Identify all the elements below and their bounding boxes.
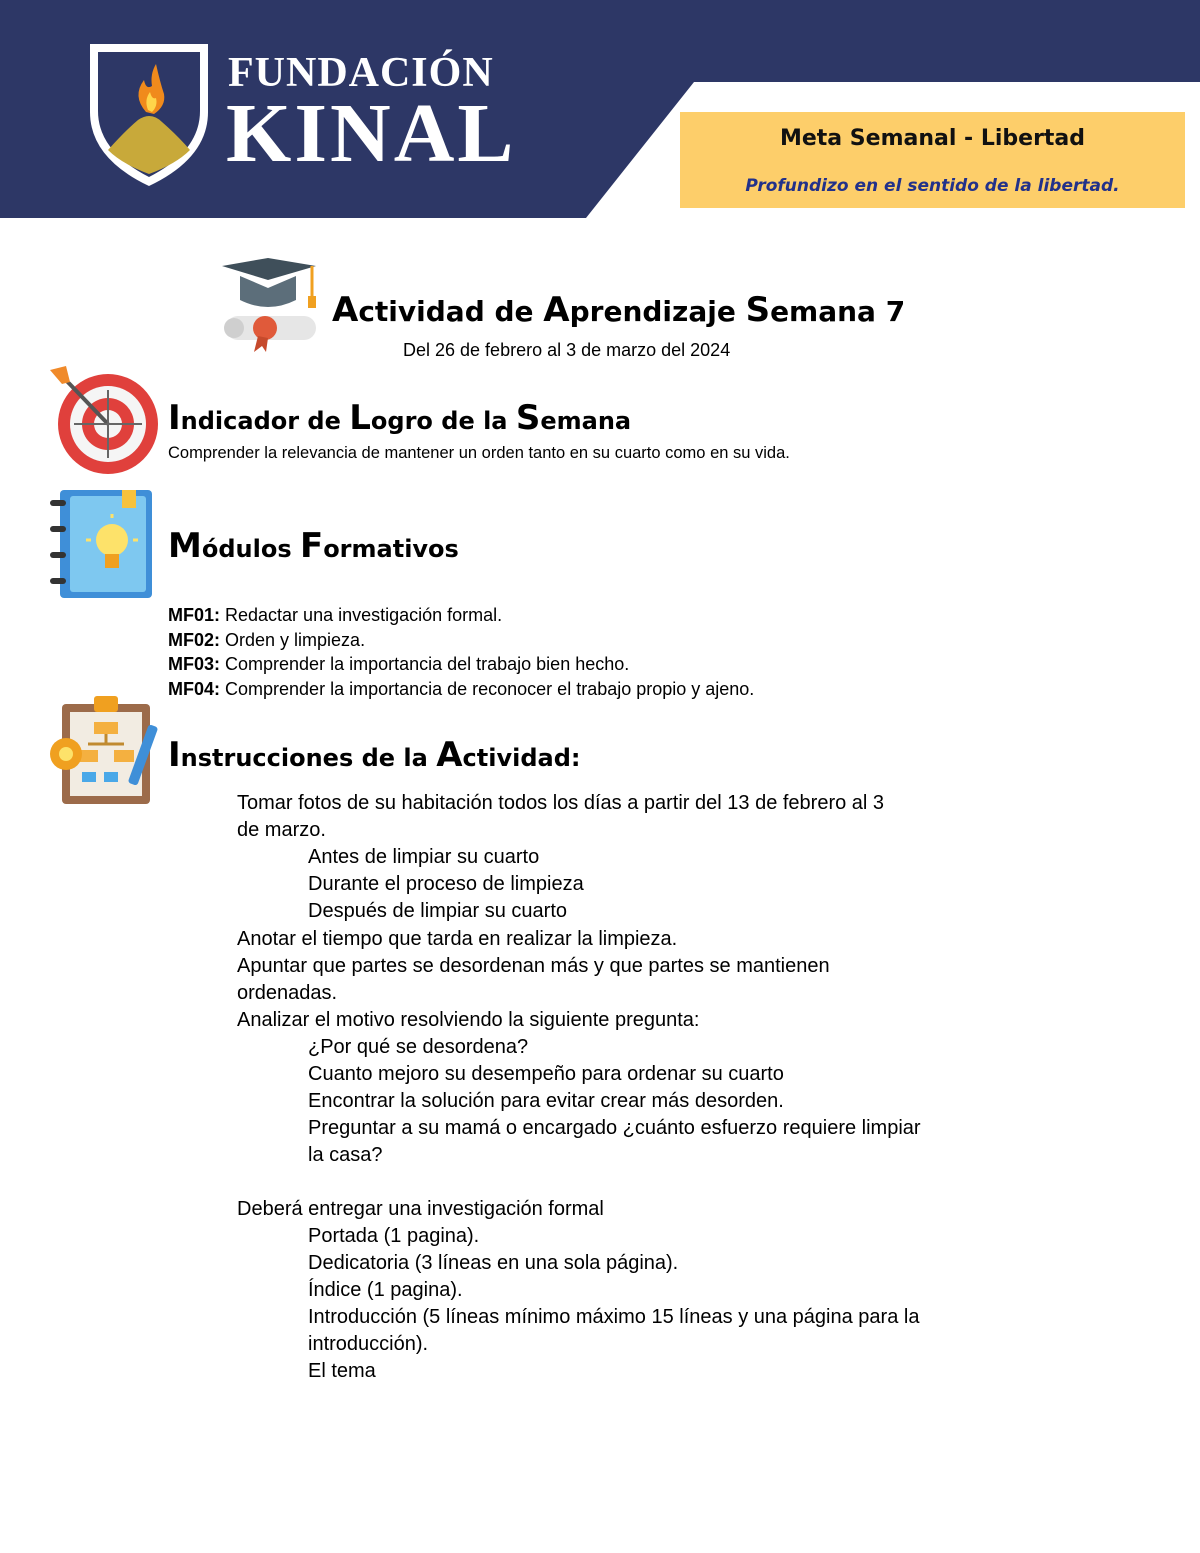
list-item-text: Deberá entregar una investigación formal [237,1198,604,1220]
weekly-goal-title: Meta Semanal - Libertad [779,126,1086,151]
list-item-text: introducción). [308,1333,429,1355]
weekly-goal-subtitle: Profundizo en el sentido de la libertad. [745,176,1120,196]
module-item: MF01: Redactar una investigación formal. [168,605,503,625]
list-item-text: Tomar fotos de su habitación todos los días a partir del 13 de febrero al 3 [237,792,885,814]
list-item-text: Anotar el tiempo que tarda en realizar la limpieza. [237,928,678,950]
list-item-text: El tema [308,1360,376,1382]
instructions-heading: Instrucciones de la Actividad: [168,735,581,775]
list-item-text: ¿Por qué se desordena? [308,1036,529,1058]
list-item-text: Cuanto mejoro su desempeño para ordenar su cuarto [308,1063,784,1085]
module-item: MF04: Comprender la importancia de reconocer el trabajo propio y ajeno. [168,679,755,700]
brand-name-line1: FUNDACIÓN [228,50,494,96]
list-item-text: Introducción (5 líneas mínimo máximo 15 líneas y una página para la [308,1306,920,1328]
list-item-text: la casa? [308,1144,383,1166]
document-title: Actividad de Aprendizaje Semana 7 [332,290,906,330]
list-item-text: Dedicatoria (3 líneas en una sola página). [308,1252,679,1274]
list-item-text: Encontrar la solución para evitar crear más desorden. [308,1090,784,1112]
list-item-text: Portada (1 pagina). [308,1225,480,1247]
indicator-heading: Indicador de Logro de la Semana [168,398,632,438]
list-item-text: Después de limpiar su cuarto [308,900,568,922]
brand-name-line2: KINAL [226,87,517,180]
list-item-text: Apuntar que partes se desordenan más y que partes se mantienen [237,955,830,977]
indicator-text: Comprender la relevancia de mantener un orden tanto en su cuarto como en su vida. [168,444,790,462]
list-item-text: de marzo. [237,819,326,841]
list-item-text: ordenadas. [237,982,338,1004]
list-item-text: Antes de limpiar su cuarto [308,846,540,868]
modules-heading: Módulos Formativos [168,526,459,566]
list-item-text: Analizar el motivo resolviendo la siguiente pregunta: [237,1009,700,1031]
module-item: MF03: Comprender la importancia del trabajo bien hecho. [168,654,630,675]
module-item: MF02: Orden y limpieza. [168,629,366,650]
list-item-text: Durante el proceso de limpieza [308,873,584,895]
list-item-text: Preguntar a su mamá o encargado ¿cuánto esfuerzo requiere limpiar [308,1117,921,1139]
document-dates: Del 26 de febrero al 3 de marzo del 2024 [403,340,731,360]
list-item-text: Índice (1 pagina). [308,1279,463,1301]
